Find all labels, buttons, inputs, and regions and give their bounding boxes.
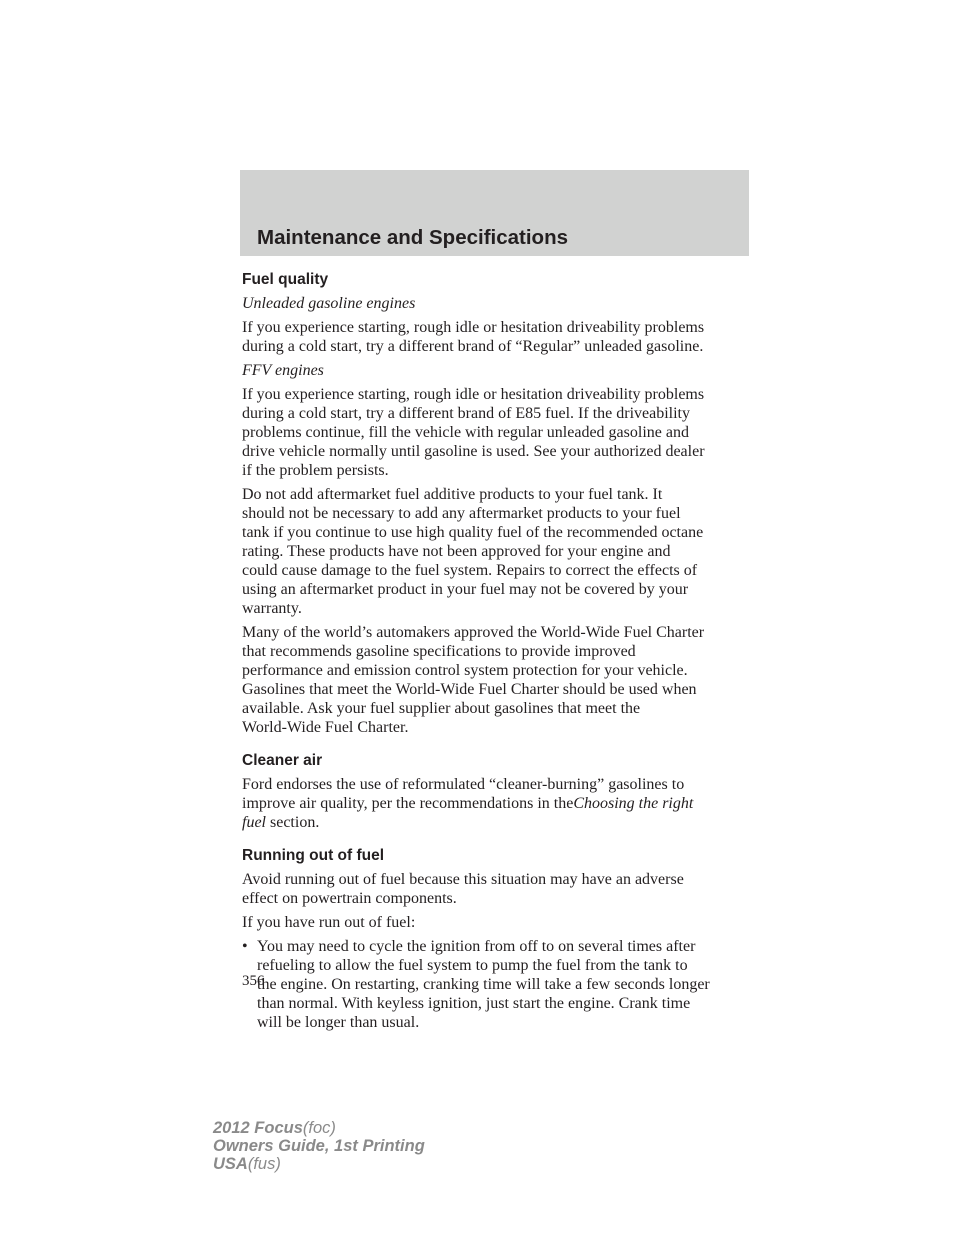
paragraph-additives bbox=[242, 485, 752, 618]
text-line: should not be necessary to add any aftermarket products to your fuel bbox=[242, 505, 681, 522]
text-line: if the problem persists. bbox=[242, 462, 389, 479]
footer-line bbox=[213, 1155, 425, 1173]
text-line: Many of the world’s automakers approved the World-Wide Fuel Charter bbox=[242, 624, 705, 641]
page-number: 356 bbox=[242, 973, 265, 989]
paragraph-unleaded bbox=[242, 318, 752, 356]
footer-market: USA bbox=[213, 1155, 248, 1173]
text-line: tank if you continue to use high quality fuel of the recommended octane bbox=[242, 524, 704, 541]
footer-model-code: (foc) bbox=[302, 1119, 336, 1137]
subheading-ffv: FFV engines bbox=[242, 362, 324, 379]
text-line: that recommends gasoline specifications to provide improved bbox=[242, 643, 636, 660]
text-line: using an aftermarket product in your fuel may not be covered by your bbox=[242, 581, 689, 598]
text-fragment: section. bbox=[270, 814, 320, 831]
text-line: Gasolines that meet the World-Wide Fuel Charter should be used when bbox=[242, 681, 697, 698]
heading-fuel-quality: Fuel quality bbox=[242, 271, 329, 288]
text-line: effect on powertrain components. bbox=[242, 890, 457, 907]
text-line: during a cold start, try a different brand of “Regular” unleaded gasoline. bbox=[242, 338, 704, 355]
text-line bbox=[242, 813, 752, 832]
subheading-unleaded: Unleaded gasoline engines bbox=[242, 295, 416, 312]
bullet-item bbox=[242, 937, 752, 1032]
text-line: than normal. With keyless ignition, just start the engine. Crank time bbox=[257, 995, 691, 1012]
text-line: refueling to allow the fuel system to pump the fuel from the tank to bbox=[257, 957, 688, 974]
text-line: rating. These products have not been approved for your engine and bbox=[242, 543, 671, 560]
cross-reference: Choosing the right bbox=[573, 795, 694, 812]
text-line: You may need to cycle the ignition from off to on several times after bbox=[257, 938, 696, 955]
paragraph-ffv bbox=[242, 385, 752, 480]
print-footer bbox=[213, 1119, 425, 1173]
section-title: Maintenance and Specifications bbox=[257, 226, 568, 249]
heading-running-out-of-fuel: Running out of fuel bbox=[242, 847, 385, 864]
paragraph-fuel-charter bbox=[242, 623, 752, 737]
text-fragment: improve air quality, per the recommendations in the bbox=[242, 795, 574, 812]
cross-reference: fuel bbox=[242, 814, 266, 831]
paragraph-cleaner-air bbox=[242, 775, 752, 832]
section-spacer bbox=[242, 742, 752, 751]
text-line: Avoid running out of fuel because this situation may have an adverse bbox=[242, 871, 684, 888]
text-line: will be longer than usual. bbox=[257, 1014, 420, 1031]
bullet-icon: • bbox=[242, 938, 248, 955]
text-line: Do not add aftermarket fuel additive products to your fuel tank. It bbox=[242, 486, 663, 503]
heading-cleaner-air: Cleaner air bbox=[242, 752, 323, 769]
footer-market-code: (fus) bbox=[247, 1155, 281, 1173]
footer-guide: Owners Guide, 1st Printing bbox=[213, 1137, 425, 1155]
text-line: If you experience starting, rough idle or hesitation driveability problems bbox=[242, 386, 705, 403]
footer-line bbox=[213, 1119, 425, 1137]
text-line: performance and emission control system protection for your vehicle. bbox=[242, 662, 688, 679]
text-line: problems continue, fill the vehicle with regular unleaded gasoline and bbox=[242, 424, 689, 441]
footer-model: 2012 Focus bbox=[213, 1119, 303, 1137]
text-line: World-Wide Fuel Charter. bbox=[242, 719, 409, 736]
text-line: during a cold start, try a different brand of E85 fuel. If the driveability bbox=[242, 405, 690, 422]
text-line bbox=[242, 794, 752, 813]
text-line: the engine. On restarting, cranking time will take a few seconds longer bbox=[257, 976, 710, 993]
text-line: If you experience starting, rough idle or hesitation driveability problems bbox=[242, 319, 705, 336]
paragraph-running-out bbox=[242, 870, 752, 908]
text-line: available. Ask your fuel supplier about gasolines that meet the bbox=[242, 700, 641, 717]
text-line: warranty. bbox=[242, 600, 302, 617]
page-content bbox=[242, 270, 752, 1032]
text-line: could cause damage to the fuel system. Repairs to correct the effects of bbox=[242, 562, 698, 579]
section-header-band bbox=[240, 170, 749, 256]
paragraph-intro: If you have run out of fuel: bbox=[242, 914, 416, 931]
section-spacer bbox=[242, 837, 752, 846]
text-line: drive vehicle normally until gasoline is used. See your authorized dealer bbox=[242, 443, 705, 460]
text-line: Ford endorses the use of reformulated “cleaner-burning” gasolines to bbox=[242, 776, 685, 793]
